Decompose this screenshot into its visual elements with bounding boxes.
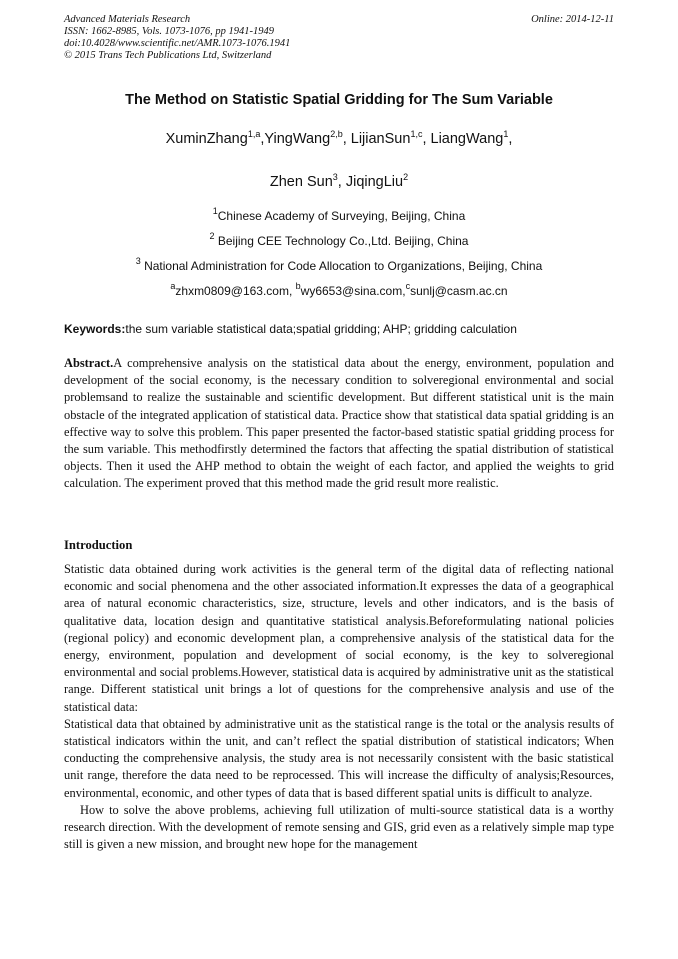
affiliation-3 xyxy=(0,256,678,273)
issn-line: ISSN: 1662-8985, Vols. 1073-1076, pp 1941-1949 xyxy=(64,26,274,37)
author-name: LiangWang xyxy=(430,131,504,147)
author-name: XuminZhang xyxy=(165,131,248,147)
email-sup: c xyxy=(405,281,411,291)
affiliation-sup: 3 xyxy=(135,256,141,266)
paper-title: The Method on Statistic Spatial Gridding for The Sum Variable xyxy=(125,92,553,108)
keywords xyxy=(64,322,614,336)
paragraph: Statistical data that obtained by administrative unit as the statistical range is the total or the analysis results of statistical indicators within the unit, and can’t reflect the spatial distribution of statistical indicators; When conducting the comprehensive analysis, the study area is not necessarily consistent with the basic statistical unit range, therefore the data need to be reprocessed. This will increase the difficulty of analysis;Resources, environmental, economic, and other types of data that is based different spatial units is difficult to analyze. xyxy=(64,716,614,800)
affiliation-1 xyxy=(0,206,678,223)
doi-line: doi:10.4028/www.scientific.net/AMR.1073-1076.1941 xyxy=(64,38,291,49)
keywords-text: the sum variable statistical data;spatial gridding; AHP; gridding calculation xyxy=(125,322,517,336)
journal-header xyxy=(64,14,290,62)
affiliation-text: National Administration for Code Allocation to Organizations, Beijing, China xyxy=(144,259,543,273)
email-sup: a xyxy=(170,281,176,291)
affiliation-sup: 1 xyxy=(212,206,218,216)
author-sup: 1 xyxy=(503,129,509,139)
journal-name: Advanced Materials Research xyxy=(64,14,191,25)
copyright-line: © 2015 Trans Tech Publications Ltd, Switzerland xyxy=(64,50,272,61)
author-sup: 1,a xyxy=(247,129,261,139)
email-sup: b xyxy=(295,281,301,291)
email-address: wy6653@sina.com xyxy=(300,284,403,298)
author-name: YingWang xyxy=(264,131,331,147)
affiliation-text: Beijing CEE Technology Co.,Ltd. Beijing, China xyxy=(217,234,469,248)
affiliation-2 xyxy=(0,231,678,248)
author-line-1: XuminZhang$^{1,a}$,YingWang$^{2,b}$, LijianSun$^{1,c}$, LiangWang$^1$, xyxy=(165,129,513,147)
author-sup: 3 xyxy=(332,172,338,182)
email-line: $^a$zhxm0809@163.com, $^b$wy6653@sina.com,$^c$sunlj@casm.ac.cn xyxy=(170,281,508,298)
abstract-label: Abstract. xyxy=(64,356,114,370)
email-address: zhxm0809@163.com xyxy=(175,284,289,298)
keywords-label: Keywords: xyxy=(64,322,126,336)
paragraph: How to solve the above problems, achieving full utilization of multi-source statistical data is a worthy research direction. With the development of remote sensing and GIS, grid even as a relatively simple map type still is given a new mission, and brought new hope for the management xyxy=(64,802,614,852)
email-address: sunlj@casm.ac.cn xyxy=(410,284,508,298)
paragraph: Statistic data obtained during work activities is the general term of the digital data of reflecting national economic and social phenomena and the other associated information.It expresses the data of a geographical area of natural economic characteristics, size, structure, levels and other indicators, and is the basis of qualitative data, location design and quantitative statistical analysis.Beforeformulating national policies (regional policy) and economic development plan, a comprehensive analysis of the statistical data for the energy, environment, population and development of social economy, is the key to solveregional environmental and social problems.However, statistical data is acquired by administrative unit as the statistical range. Different statistical unit brings a lot of questions for the comprehensive analysis and use of the statistical data: xyxy=(64,562,614,714)
author-name: Zhen Sun xyxy=(269,174,333,190)
online-date: Online: 2014-12-11 xyxy=(531,14,614,25)
author-sup: 2 xyxy=(403,172,409,182)
abstract xyxy=(64,355,614,493)
author-line-2: Zhen Sun$^3$, JiqingLiu$^2$ xyxy=(269,172,409,190)
introduction-body xyxy=(64,561,614,853)
affiliation-sup: 2 xyxy=(209,231,215,241)
author-name: LijianSun xyxy=(350,131,411,147)
author-sup: 1,c xyxy=(410,129,423,139)
affiliation-text: Chinese Academy of Surveying, Beijing, China xyxy=(217,209,466,223)
section-heading-introduction: Introduction xyxy=(64,538,133,552)
abstract-text: A comprehensive analysis on the statistical data about the energy, environment, population and development of the social economy, is the necessary condition to solveregional environmental and social problemsand to realize the sustainable and scientific development. But different statistical unit is the main obstacle of the integrated application of statistical data. Practice show that statistical data spatial gridding is an effective way to solve this problem. This paper presented the factor-based statistic spatial gridding process for the sum variable. This methodfirstly determined the factors that affecting the spatial distribution of statistical objects. Then it used the AHP method to obtain the weight of each factor, and applied the weights to grid calculation. The experiment proved that this method made the grid result more realistic. xyxy=(64,356,614,491)
author-name: JiqingLiu xyxy=(345,174,404,190)
author-sup: 2,b xyxy=(330,129,343,139)
